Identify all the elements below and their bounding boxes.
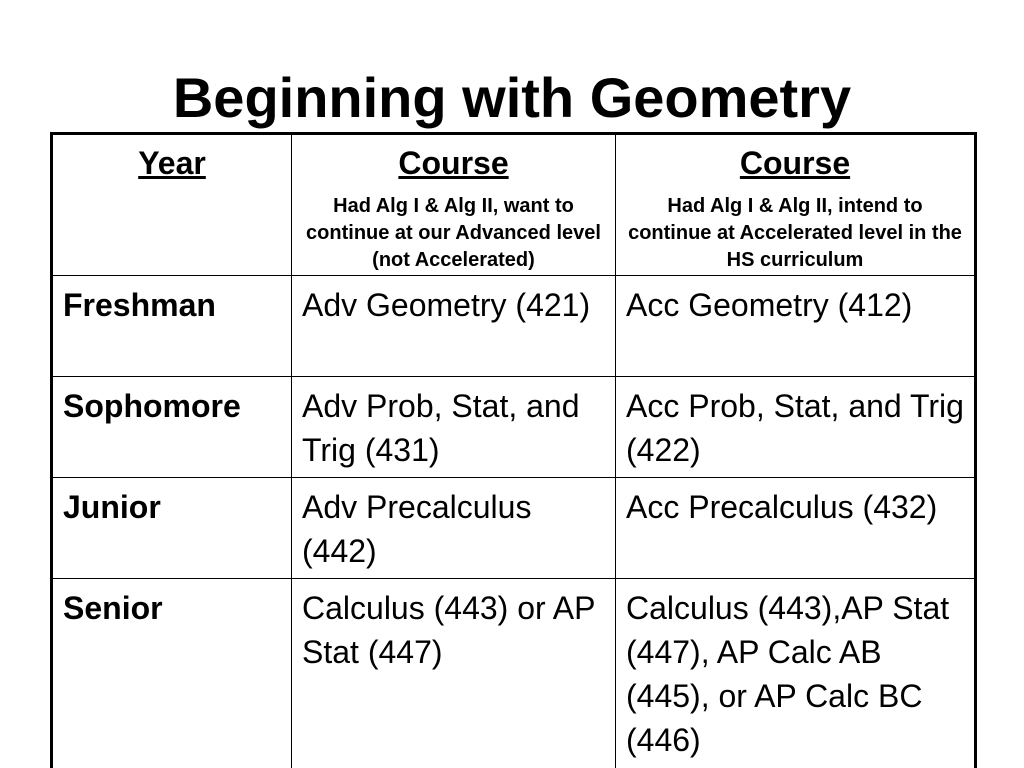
header-accelerated-label: Course [739, 145, 851, 181]
header-accelerated-course [616, 134, 976, 276]
header-year [52, 134, 292, 276]
header-accelerated-description: Had Alg I & Alg II, intend to continue at Accelerated level in the HS curriculum [628, 195, 962, 271]
header-advanced-description: Had Alg I & Alg II, want to continue at our Advanced level (not Accelerated) [306, 195, 601, 271]
table-row [52, 478, 976, 579]
accelerated-course-cell: Acc Geometry (412) [626, 287, 913, 323]
accelerated-course-cell: Acc Precalculus (432) [626, 489, 938, 525]
course-table [50, 132, 977, 768]
advanced-course-cell: Adv Precalculus (442) [302, 489, 532, 569]
table-header-row [52, 134, 976, 276]
header-advanced-label: Course [398, 145, 509, 181]
accelerated-course-cell: Acc Prob, Stat, and Trig (422) [626, 388, 964, 468]
accelerated-course-cell: Calculus (443),AP Stat (447), AP Calc AB (445), or AP Calc BC (446) [626, 590, 950, 758]
table-row [52, 377, 976, 478]
advanced-course-cell: Adv Geometry (421) [302, 287, 591, 323]
year-cell: Senior [63, 590, 163, 626]
advanced-course-cell: Adv Prob, Stat, and Trig (431) [302, 388, 580, 468]
header-year-label: Year [138, 145, 206, 181]
year-cell: Junior [63, 489, 161, 525]
table-row [52, 276, 976, 377]
slide-title: Beginning with Geometry [172, 66, 852, 129]
year-cell: Sophomore [63, 388, 241, 424]
header-advanced-course [292, 134, 616, 276]
advanced-course-cell: Calculus (443) or AP Stat (447) [302, 590, 595, 670]
table-row [52, 579, 976, 768]
year-cell: Freshman [63, 287, 216, 323]
